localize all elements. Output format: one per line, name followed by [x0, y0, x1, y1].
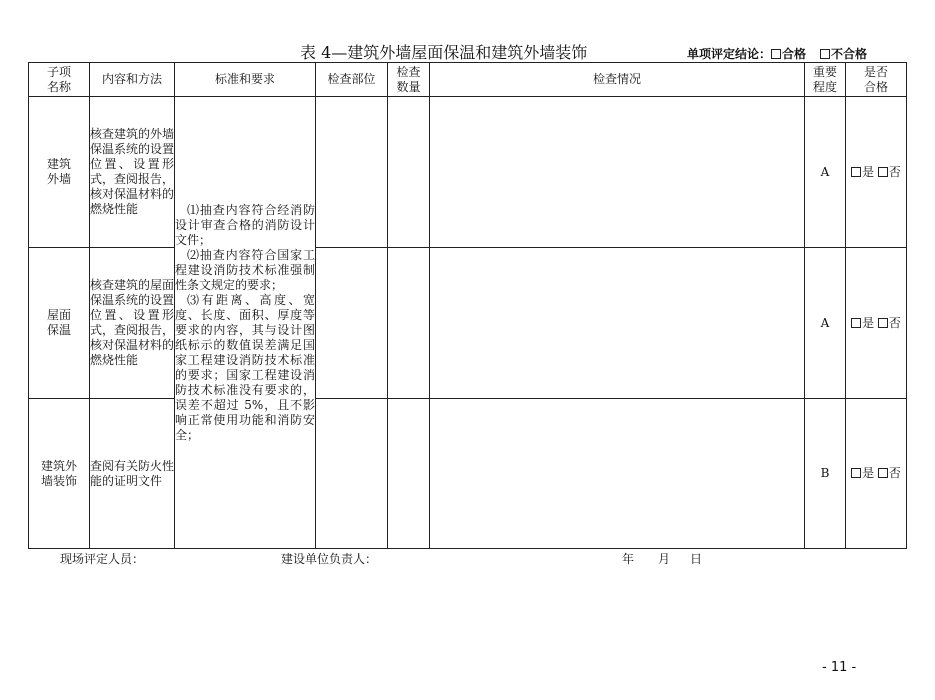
header-count: 检查数量 — [388, 63, 430, 97]
row-method: 核查建筑的屋面保温系统的设置位置、设置形式，查阅报告，核对保温材料的燃烧性能 — [90, 248, 175, 399]
inspection-table — [28, 62, 907, 549]
standard-requirements — [175, 97, 316, 549]
header-qualified: 是否合格 — [846, 63, 907, 97]
situation-cell[interactable] — [430, 248, 805, 399]
table-row — [29, 399, 907, 549]
count-cell[interactable] — [388, 248, 430, 399]
standard-item-3: ⑶有距离、高度、宽度、长度、面积、厚度等要求的内容，其与设计图纸标示的数值误差满足国家工程建设消防技术标准的要求；国家工程建设消防技术标准没有要求的，误差不超过 5%，且不影响正常使用功能和消防安全； — [175, 292, 315, 442]
row-method: 核查建筑的外墙保温系统的设置位置、设置形式，查阅报告，核对保温材料的燃烧性能 — [90, 97, 175, 248]
no-checkbox[interactable] — [878, 318, 888, 328]
importance-cell: A — [805, 97, 846, 248]
conclusion-label: 单项评定结论： — [687, 47, 772, 61]
header-situation: 检查情况 — [430, 63, 805, 97]
table-row — [29, 97, 907, 248]
date-month-label: 月 — [658, 552, 671, 566]
builder-label: 建设单位负责人： — [281, 552, 378, 566]
yes-checkbox[interactable] — [851, 468, 861, 478]
situation-cell[interactable] — [430, 97, 805, 248]
header-standard: 标准和要求 — [175, 63, 316, 97]
pass-label: 合格 — [782, 47, 807, 61]
header-location: 检查部位 — [316, 63, 388, 97]
location-cell[interactable] — [316, 97, 388, 248]
table-title: 表 4—建筑外墙屋面保温和建筑外墙装饰 — [300, 43, 588, 62]
row-name: 屋面保温 — [29, 248, 90, 399]
date-day-label: 日 — [690, 552, 703, 566]
fail-label: 不合格 — [831, 47, 868, 61]
pass-checkbox[interactable] — [771, 49, 781, 59]
no-checkbox[interactable] — [878, 468, 888, 478]
location-cell[interactable] — [316, 248, 388, 399]
inspector-label: 现场评定人员： — [60, 552, 145, 566]
header-item: 子项名称 — [29, 63, 90, 97]
no-checkbox[interactable] — [878, 167, 888, 177]
standard-item-2: ⑵抽查内容符合国家工程建设消防技术标准强制性条文规定的要求； — [175, 247, 315, 292]
importance-cell: A — [805, 248, 846, 399]
item-conclusion — [687, 45, 867, 62]
standard-item-1: ⑴抽查内容符合经消防设计审查合格的消防设计文件； — [175, 202, 315, 247]
yes-checkbox[interactable] — [851, 318, 861, 328]
importance-cell: B — [805, 399, 846, 549]
date-year-label: 年 — [622, 552, 635, 566]
situation-cell[interactable] — [430, 399, 805, 549]
row-name: 建筑外墙装饰 — [29, 399, 90, 549]
location-cell[interactable] — [316, 399, 388, 549]
page-number: - 11 - — [822, 660, 857, 675]
table-header-row — [29, 63, 907, 97]
header-importance: 重要程度 — [805, 63, 846, 97]
qualified-cell: 是 否 — [846, 248, 907, 399]
count-cell[interactable] — [388, 399, 430, 549]
fail-checkbox[interactable] — [820, 49, 830, 59]
yes-checkbox[interactable] — [851, 167, 861, 177]
table-row — [29, 248, 907, 399]
count-cell[interactable] — [388, 97, 430, 248]
header-method: 内容和方法 — [90, 63, 175, 97]
qualified-cell: 是 否 — [846, 399, 907, 549]
row-name: 建筑外墙 — [29, 97, 90, 248]
qualified-cell: 是 否 — [846, 97, 907, 248]
row-method: 查阅有关防火性能的证明文件 — [90, 399, 175, 549]
